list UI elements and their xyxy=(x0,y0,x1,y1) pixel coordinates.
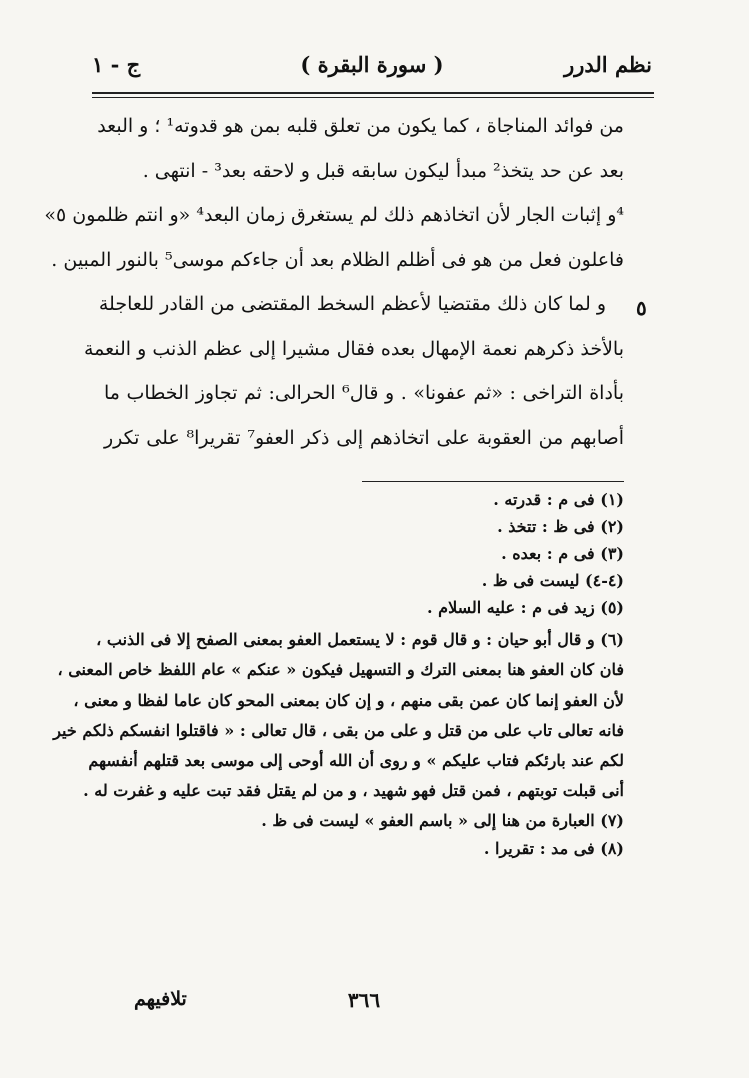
footnote-rule xyxy=(362,481,624,482)
footnotes-tail xyxy=(112,807,624,863)
footnote-line: (٦) و قال أبو حيان : و قال قوم : لا يستعمل العفو بمعنى الصفح إلا فى الذنب ، xyxy=(96,630,624,649)
footnote: (٤-٤) ليست فى ظ . xyxy=(481,571,624,590)
text-line: بالأخذ ذكرهم نعمة الإمهال بعده فقال مشيرا إلى عظم الذنب و النعمة xyxy=(83,337,624,360)
text-line: أصابهم من العقوبة على اتخاذهم إلى ذكر العفو⁷ تقريرا⁸ على تكرر xyxy=(104,426,624,449)
footnote-line: لأن العفو إنما كان عمن بقى منهم ، و إن كان بمعنى المحو كان عاما لفظا و معنى ، xyxy=(73,690,624,710)
text-line: ⁴و إثبات الجار لأن اتخاذهم ذلك لم يستغرق زمان البعد⁴ «و انتم ظلمون ٥» xyxy=(44,204,624,226)
text-line: بعد عن حد يتخذ² مبدأ ليكون سابقه قبل و لاحقه بعد³ - انتهى . xyxy=(142,159,624,182)
footnote: (٥) زيد فى م : عليه السلام . xyxy=(427,598,624,617)
footnote: (١) فى م : قدرته . xyxy=(493,490,624,509)
volume-label: ج - ١ xyxy=(92,52,141,77)
header-rule-thick xyxy=(92,92,654,94)
page-header xyxy=(92,52,652,86)
header-rule-thin xyxy=(92,97,654,98)
footnote: (٧) العبارة من هنا إلى « باسم العفو » ليست فى ظ . xyxy=(261,810,624,830)
margin-line-number: ٥ xyxy=(636,296,647,320)
footnote-6 xyxy=(53,625,624,807)
page-number: ٣٦٦ xyxy=(347,988,381,1012)
surah-title: ( سورة البقرة ) xyxy=(300,52,444,77)
footnote-line: فانه تعالى تاب على من قتل و على من بقى ، قال تعالى : « فاقتلوا انفسكم ذلكم خير xyxy=(53,720,624,740)
footnotes xyxy=(53,486,624,863)
text-line: فاعلون فعل من هو فى أظلم الظلام بعد أن جاءكم موسى⁵ بالنور المبين . xyxy=(51,248,624,271)
text-line: و لما كان ذلك مقتضيا لأعظم السخط المقتضى من القادر للعاجلة xyxy=(98,293,606,315)
book-title: نظم الدرر xyxy=(564,52,652,77)
main-text xyxy=(44,104,624,460)
footnote: (٢) فى ظ : تتخذ . xyxy=(497,517,624,536)
catchword: تلافيهم xyxy=(134,988,187,1010)
footnote-line: لكم عند بارئكم فتاب عليكم » و روى أن الله أوحى إلى موسى بعد قتلهم أنفسهم xyxy=(88,751,624,771)
footnote: (٣) فى م : بعده . xyxy=(501,544,624,563)
footnote-line: فان كان العفو هنا بمعنى الترك و التسهيل فيكون « عنكم » عام اللفظ خاص المعنى ، xyxy=(57,660,624,680)
page-footer xyxy=(104,988,624,1018)
text-line: بأداة التراخى : «ثم عفونا» . و قال⁶ الحرالى: ثم تجاوز الخطاب ما xyxy=(104,382,624,404)
text-line: من فوائد المناجاة ، كما يكون من تعلق قلبه بمن هو قدوته¹ ؛ و البعد xyxy=(97,115,624,137)
footnote-line: أنى قبلت توبتهم ، فمن قتل فهو شهيد ، و من لم يقتل فقد تبت عليه و غفرت له . xyxy=(83,781,624,801)
footnote: (٨) فى مد : تقريرا . xyxy=(483,838,624,858)
